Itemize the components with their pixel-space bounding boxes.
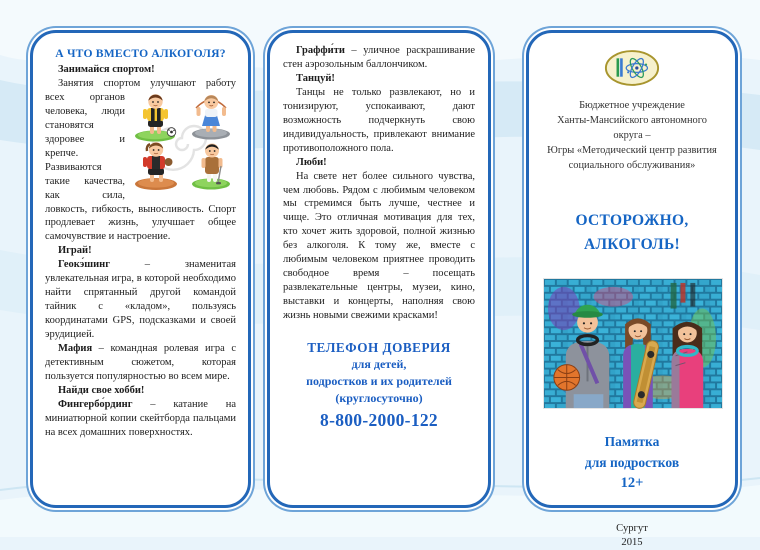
sport-body-text: всех органов человека, люди становятся здоровее и крепче. Развиваются такие качества, как сила, ловкость, гибкость, выносливость. Спорт продлевает жизнь, улучшает общее самочувствие и настроение. bbox=[45, 91, 236, 243]
org-name bbox=[543, 98, 721, 173]
teens-photo bbox=[543, 278, 723, 409]
sports-kids-illustration bbox=[130, 92, 236, 192]
imprint-city: Сургут bbox=[616, 522, 648, 534]
mafia-paragraph: Мафия – командная ролевая игра с детективным сюжетом, которая пользуется популярностью во всем мире. bbox=[45, 343, 236, 382]
cover-title bbox=[543, 209, 721, 257]
org-line-4: социального обслуживания» bbox=[568, 160, 696, 172]
panel-what-instead-of-alcohol bbox=[30, 30, 251, 508]
jump-rope-girl bbox=[192, 95, 230, 140]
hotline-title: ТЕЛЕФОН ДОВЕРИЯ bbox=[307, 340, 451, 356]
fingerboard-term: Фингербо́рдинг bbox=[58, 398, 133, 410]
memo-line-1: Памятка bbox=[604, 434, 660, 450]
hotline-block bbox=[283, 340, 475, 431]
love-paragraph: На свете нет более сильного чувства, чем любовь. Рядом с любимым человеком мы стремимся быть лучше, честнее и чище. Это отличная мотивация для тех, кто хочет жить здоровой, полной жизнью без алкоголя. К тому же, вместе с любимым человеком приятнее проводить свободное время – посещать развлекательные центры, музеи, кино, выставки и концерты, наполняя свою жизнь новыми свежими красками! bbox=[283, 170, 475, 322]
soccer-boy bbox=[135, 94, 176, 141]
fingerboard-paragraph: Фингербо́рдинг – катание на миниатюрной копии скейтборда пальцами на всех домашних поверхностях. bbox=[45, 398, 236, 438]
graffiti-paragraph: Граффи́ти – уличное раскрашивание стен аэрозольным баллончиком. bbox=[283, 45, 475, 70]
sport-intro-line: Занятия спортом улучшают работу bbox=[58, 77, 236, 89]
hotline-line-2: подростков и их родителей bbox=[306, 374, 452, 389]
cover-title-line-2: АЛКОГОЛЬ! bbox=[583, 236, 681, 254]
love-title: Люби! bbox=[296, 156, 327, 168]
sport-paragraph bbox=[45, 91, 236, 244]
hobby-title: Найди свое хобби! bbox=[58, 384, 145, 396]
panel-activities-hotline bbox=[267, 30, 491, 508]
sport-title: Занимайся спортом! bbox=[58, 64, 155, 75]
baseball-girl bbox=[135, 142, 177, 190]
memo-subtitle bbox=[543, 432, 721, 494]
org-logo bbox=[603, 47, 661, 89]
hotline-number: 8-800-2000-122 bbox=[320, 410, 438, 431]
graffiti-term: Граффи́ти bbox=[296, 45, 345, 56]
panel1-heading: А ЧТО ВМЕСТО АЛКОГОЛЯ? bbox=[55, 47, 226, 60]
hotline-line-1: для детей, bbox=[351, 357, 407, 372]
dance-title: Танцуй! bbox=[296, 72, 335, 84]
age-rating: 12+ bbox=[620, 474, 644, 491]
imprint bbox=[543, 522, 721, 550]
hotline-line-3: (круглосуточно) bbox=[335, 391, 423, 406]
cover-title-line-1: ОСТОРОЖНО, bbox=[575, 212, 689, 230]
panel-cover bbox=[526, 30, 738, 548]
memo-line-2: для подростков bbox=[584, 454, 680, 470]
org-line-3: Югры «Методический центр развития bbox=[547, 145, 717, 157]
org-line-2: Ханты-Мансийского автономного округа – bbox=[557, 115, 707, 142]
imprint-year: 2015 bbox=[621, 536, 643, 548]
org-line-1: Бюджетное учреждение bbox=[579, 100, 685, 111]
girl-with-headphones bbox=[672, 322, 704, 408]
dance-paragraph: Танцы не только развлекают, но и тонизируют, успокаивают, дают возможность подчеркнуть свою индивидуальность, привлекают внимание противоположного пола. bbox=[283, 86, 475, 154]
play-title: Играй! bbox=[58, 245, 92, 257]
mafia-term: Мафия bbox=[58, 343, 93, 355]
geocaching-paragraph: Геокэ́шинг – знаменитая увлекательная игра, в которой необходимо найти спрятанный другой командой тайник с «кладом», пользуясь координатами GPS, подсказками и своей эрудицией. bbox=[45, 259, 236, 341]
geocaching-term: Геокэ́шинг bbox=[58, 259, 110, 271]
